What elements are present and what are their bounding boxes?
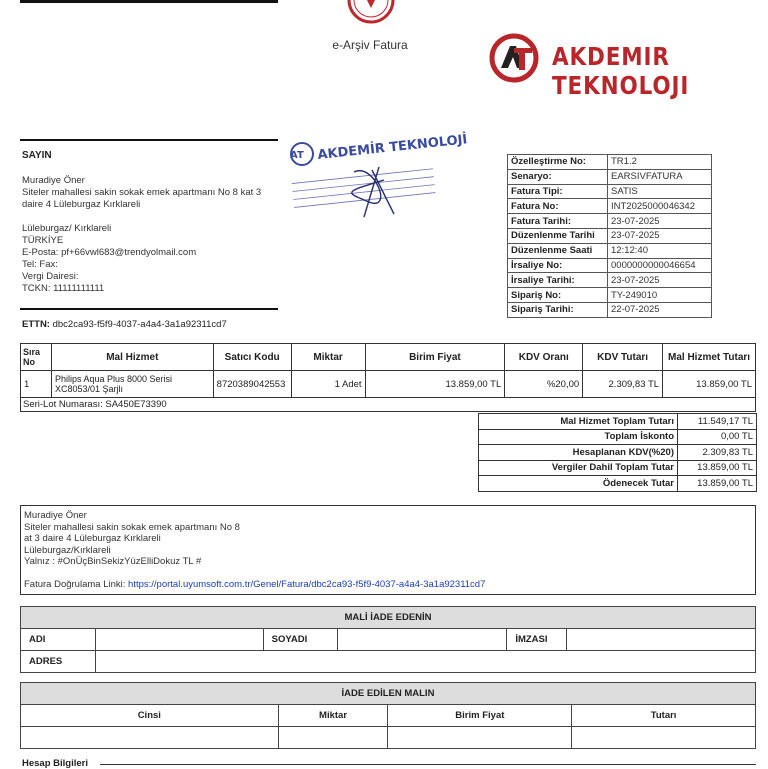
info-row [508,155,712,170]
totals-table [478,413,757,492]
stamp-company-text: AKDEMİR TEKNOLOJİ [316,132,469,163]
top-rule [20,0,278,3]
col-header-kdv-tutari: KDV Tutarı [583,344,663,371]
buyer-top-rule [20,139,278,141]
table-row [21,371,756,398]
return-col-birim-fiyat: Birim Fiyat [388,705,572,727]
cell-satici-kodu: 8720389042553 [213,371,291,398]
note-line-3: Lüleburgaz/Kırklareli [24,544,111,556]
col-header-sira: Sıra No [21,344,52,371]
return-adres-field [95,651,755,673]
info-row [508,243,712,258]
info-key: Özelleştirme No: [508,155,608,170]
info-row [508,169,712,184]
return-cell-birim-fiyat [388,727,572,749]
return-sender-title: MALİ İADE EDENİN [21,607,756,629]
info-row [508,214,712,229]
return-goods-table [20,682,756,749]
hesap-heading: Hesap Bilgileri [22,758,88,769]
cell-miktar: 1 Adet [291,371,365,398]
info-value: TR1.2 [608,155,712,170]
buyer-name: Muradiye Öner [22,175,85,186]
verification-link[interactable]: https://portal.uyumsoft.com.tr/Genel/Fatura/dbc2ca93-f5f9-4037-a4a4-3a1a92311cd7 [128,578,486,590]
buyer-address-1: Siteler mahallesi sakin sokak emek apartmanı No 8 kat 3 [22,187,262,198]
return-adi-label: ADI [21,629,96,651]
return-soyadi-field [337,629,507,651]
cell-sira: 1 [21,371,52,398]
gib-emblem-icon [332,0,410,24]
info-row [508,184,712,199]
info-row [508,199,712,214]
return-cell-tutari [572,727,756,749]
info-key: Fatura No: [508,199,608,214]
totals-key: Mal Hizmet Toplam Tutarı [479,414,678,430]
note-line-2: at 3 daire 4 Lüleburgaz Kırklareli [24,533,161,544]
col-header-tutar: Mal Hizmet Tutarı [663,344,756,371]
info-key: Düzenlenme Tarihi [508,228,608,243]
totals-value: 11.549,17 TL [678,414,757,430]
info-value: 23-07-2025 [608,273,712,288]
ettn-line [22,319,227,330]
col-header-birim-fiyat: Birim Fiyat [365,344,505,371]
totals-key: Hesaplanan KDV(%20) [479,445,678,461]
verification-label: Fatura Doğrulama Linki: [24,578,126,590]
cell-kdv-orani: %20,00 [505,371,583,398]
note-yalniz: Yalnız : #OnÜçBinSekizYüzElliDokuz TL # [24,556,202,567]
info-key: Fatura Tarihi: [508,214,608,229]
svg-text:AT: AT [290,150,304,161]
hesap-rule [100,764,756,765]
return-adi-field [95,629,263,651]
return-goods-title: İADE EDİLEN MALIN [21,683,756,705]
info-value: 22-07-2025 [608,302,712,317]
cell-tutar: 13.859,00 TL [663,371,756,398]
totals-value: 13.859,00 TL [678,460,757,476]
totals-key: Vergiler Dahil Toplam Tutar [479,460,678,476]
info-value: INT2025000046342 [608,199,712,214]
info-key: Senaryo: [508,169,608,184]
invoice-info-table [507,154,712,318]
return-col-miktar: Miktar [278,705,388,727]
note-name: Muradiye Öner [24,510,87,521]
info-value: 12:12:40 [608,243,712,258]
totals-value: 13.859,00 TL [678,476,757,492]
info-row [508,228,712,243]
buyer-email: E-Posta: pf+66vwl683@trendyolmail.com [22,247,197,258]
totals-key: Toplam İskonto [479,429,678,445]
totals-row [479,429,757,445]
serilot-row: Seri-Lot Numarası: SA450E73390 [20,398,756,412]
verification-line [24,579,752,591]
buyer-country: TÜRKİYE [22,235,64,246]
col-header-mal-hizmet: Mal Hizmet [51,344,213,371]
note-line-1: Siteler mahallesi sakin sokak emek apartmanı No 8 [24,521,240,533]
buyer-tel: Tel: Fax: [22,259,58,270]
col-header-satici-kodu: Satıcı Kodu [213,344,291,371]
return-col-cinsi: Cinsi [21,705,279,727]
buyer-tckn: TCKN: 11111111111 [22,283,105,294]
info-key: Fatura Tipi: [508,184,608,199]
return-adres-label: ADRES [21,651,96,673]
ettn-label: ETTN: [22,319,50,330]
info-value: SATIS [608,184,712,199]
company-logo-text: AKDEMIR TEKNOLOJI [552,42,690,100]
info-row [508,288,712,303]
return-imzasi-label: İMZASI [507,629,567,651]
cell-mal-hizmet: Philips Aqua Plus 8000 Serisi XC8053/01 Şarjlı [51,371,213,398]
info-key: Düzenlenme Saati [508,243,608,258]
col-header-miktar: Miktar [291,344,365,371]
info-value: 23-07-2025 [608,228,712,243]
info-key: İrsaliye Tarihi: [508,273,608,288]
totals-row [479,460,757,476]
ettn-value: dbc2ca93-f5f9-4037-a4a4-3a1a92311cd7 [52,319,227,330]
info-value: EARSIVFATURA [608,169,712,184]
return-cell-miktar [278,727,388,749]
info-row [508,258,712,273]
info-value: 0000000000046654 [608,258,712,273]
cell-birim-fiyat: 13.859,00 TL [365,371,505,398]
document-title: e-Arşiv Fatura [332,38,408,52]
col-header-kdv-orani: KDV Oranı [505,344,583,371]
buyer-block [22,175,272,295]
buyer-bottom-rule [20,308,278,310]
totals-row [479,414,757,430]
buyer-city: Lüleburgaz/ Kırklareli [22,223,112,234]
totals-key: Ödenecek Tutar [479,476,678,492]
info-row [508,273,712,288]
info-value: TY-249010 [608,288,712,303]
info-key: İrsaliye No: [508,258,608,273]
info-key: Sipariş No: [508,288,608,303]
return-sender-table [20,606,756,673]
totals-value: 2.309,83 TL [678,445,757,461]
note-box [20,505,756,595]
totals-value: 0,00 TL [678,429,757,445]
info-key: Sipariş Tarihi: [508,302,608,317]
return-cell-cinsi [21,727,279,749]
totals-row [479,476,757,492]
info-row [508,302,712,317]
totals-row [479,445,757,461]
buyer-tax-office: Vergi Dairesi: [22,271,79,282]
cell-kdv-tutari: 2.309,83 TL [583,371,663,398]
buyer-address-2: daire 4 Lüleburgaz Kırklareli [22,199,141,210]
items-table [20,343,756,398]
return-col-tutari: Tutarı [572,705,756,727]
buyer-heading: SAYIN [22,150,52,161]
info-value: 23-07-2025 [608,214,712,229]
return-imzasi-field [567,629,756,651]
company-stamp-icon [284,132,469,222]
return-soyadi-label: SOYADI [263,629,337,651]
